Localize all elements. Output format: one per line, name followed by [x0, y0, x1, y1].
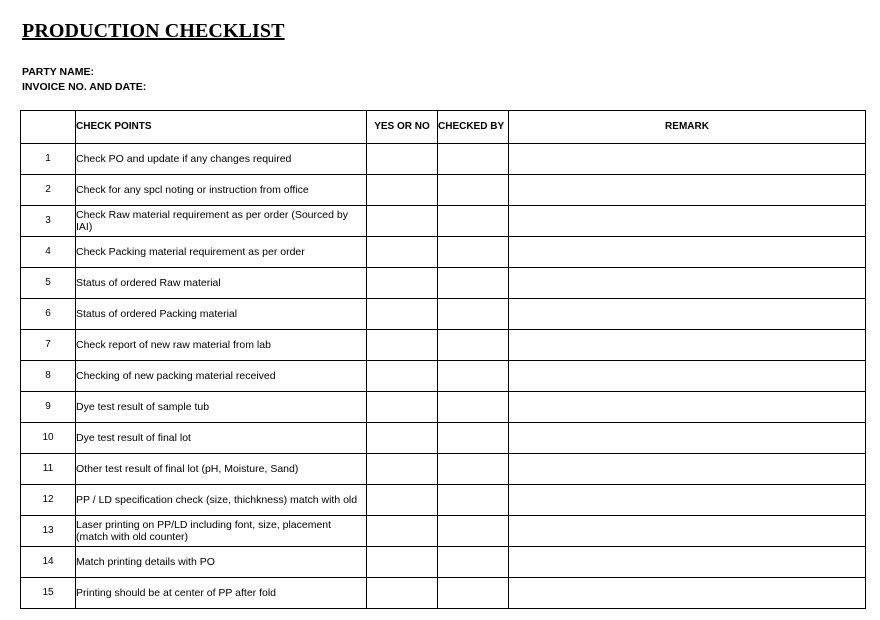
remark-cell[interactable]: [509, 485, 866, 516]
table-row: [21, 423, 866, 454]
remark-cell[interactable]: [509, 268, 866, 299]
remark-cell[interactable]: [509, 237, 866, 268]
table-row: [21, 237, 866, 268]
checked-by-cell[interactable]: [438, 237, 509, 268]
checked-by-cell[interactable]: [438, 423, 509, 454]
check-point-text: Status of ordered Packing material: [76, 299, 367, 330]
table-row: [21, 392, 866, 423]
check-point-text: Check report of new raw material from lab: [76, 330, 367, 361]
table-row: [21, 516, 866, 547]
table-row: [21, 454, 866, 485]
checked-by-cell[interactable]: [438, 454, 509, 485]
check-point-text: Check for any spcl noting or instruction from office: [76, 175, 367, 206]
yes-or-no-cell[interactable]: [367, 144, 438, 175]
checked-by-cell[interactable]: [438, 175, 509, 206]
row-number: 2: [21, 175, 76, 206]
check-point-text: Check PO and update if any changes required: [76, 144, 367, 175]
remark-cell[interactable]: [509, 299, 866, 330]
row-number: 15: [21, 578, 76, 609]
remark-cell[interactable]: [509, 392, 866, 423]
yes-or-no-cell[interactable]: [367, 330, 438, 361]
yes-or-no-cell[interactable]: [367, 206, 438, 237]
check-point-text: Printing should be at center of PP after fold: [76, 578, 367, 609]
yes-or-no-cell[interactable]: [367, 547, 438, 578]
row-number: 10: [21, 423, 76, 454]
header-number: [21, 111, 76, 144]
checked-by-cell[interactable]: [438, 206, 509, 237]
yes-or-no-cell[interactable]: [367, 361, 438, 392]
table-row: [21, 299, 866, 330]
invoice-no-date-label: INVOICE NO. AND DATE:: [22, 81, 147, 93]
table-row: [21, 361, 866, 392]
page-title: PRODUCTION CHECKLIST: [22, 20, 285, 42]
remark-cell[interactable]: [509, 578, 866, 609]
table-row: [21, 330, 866, 361]
table-row: [21, 578, 866, 609]
row-number: 4: [21, 237, 76, 268]
yes-or-no-cell[interactable]: [367, 175, 438, 206]
checklist-table: [20, 110, 866, 609]
remark-cell[interactable]: [509, 361, 866, 392]
check-point-text: Other test result of final lot (pH, Moisture, Sand): [76, 454, 367, 485]
yes-or-no-cell[interactable]: [367, 299, 438, 330]
row-number: 7: [21, 330, 76, 361]
table-row: [21, 268, 866, 299]
header-check-points: CHECK POINTS: [76, 111, 367, 144]
remark-cell[interactable]: [509, 206, 866, 237]
table-row: [21, 485, 866, 516]
checked-by-cell[interactable]: [438, 268, 509, 299]
yes-or-no-cell[interactable]: [367, 268, 438, 299]
row-number: 9: [21, 392, 76, 423]
remark-cell[interactable]: [509, 423, 866, 454]
checked-by-cell[interactable]: [438, 361, 509, 392]
check-point-text: Status of ordered Raw material: [76, 268, 367, 299]
check-point-text: Match printing details with PO: [76, 547, 367, 578]
remark-cell[interactable]: [509, 516, 866, 547]
yes-or-no-cell[interactable]: [367, 485, 438, 516]
checked-by-cell[interactable]: [438, 578, 509, 609]
checked-by-cell[interactable]: [438, 330, 509, 361]
remark-cell[interactable]: [509, 547, 866, 578]
check-point-text: Check Raw material requirement as per order (Sourced by IAI): [76, 206, 367, 237]
checked-by-cell[interactable]: [438, 144, 509, 175]
checked-by-cell[interactable]: [438, 516, 509, 547]
header-yes-or-no: YES OR NO: [367, 111, 438, 144]
check-point-text: Dye test result of final lot: [76, 423, 367, 454]
checked-by-cell[interactable]: [438, 547, 509, 578]
party-name-label: PARTY NAME:: [22, 66, 94, 78]
remark-cell[interactable]: [509, 454, 866, 485]
yes-or-no-cell[interactable]: [367, 516, 438, 547]
row-number: 5: [21, 268, 76, 299]
remark-cell[interactable]: [509, 330, 866, 361]
checked-by-cell[interactable]: [438, 392, 509, 423]
yes-or-no-cell[interactable]: [367, 392, 438, 423]
header-remark: REMARK: [509, 111, 866, 144]
yes-or-no-cell[interactable]: [367, 578, 438, 609]
remark-cell[interactable]: [509, 144, 866, 175]
row-number: 13: [21, 516, 76, 547]
yes-or-no-cell[interactable]: [367, 454, 438, 485]
header-checked-by: CHECKED BY: [438, 111, 509, 144]
checked-by-cell[interactable]: [438, 485, 509, 516]
row-number: 14: [21, 547, 76, 578]
row-number: 8: [21, 361, 76, 392]
check-point-text: Dye test result of sample tub: [76, 392, 367, 423]
row-number: 6: [21, 299, 76, 330]
check-point-text: PP / LD specification check (size, thichkness) match with old: [76, 485, 367, 516]
table-row: [21, 206, 866, 237]
check-point-text: Laser printing on PP/LD including font, size, placement (match with old counter): [76, 516, 367, 547]
check-point-text: Checking of new packing material received: [76, 361, 367, 392]
table-row: [21, 175, 866, 206]
row-number: 11: [21, 454, 76, 485]
row-number: 12: [21, 485, 76, 516]
table-row: [21, 547, 866, 578]
row-number: 1: [21, 144, 76, 175]
table-header-row: [21, 111, 866, 144]
yes-or-no-cell[interactable]: [367, 237, 438, 268]
check-point-text: Check Packing material requirement as per order: [76, 237, 367, 268]
yes-or-no-cell[interactable]: [367, 423, 438, 454]
row-number: 3: [21, 206, 76, 237]
checked-by-cell[interactable]: [438, 299, 509, 330]
remark-cell[interactable]: [509, 175, 866, 206]
table-row: [21, 144, 866, 175]
